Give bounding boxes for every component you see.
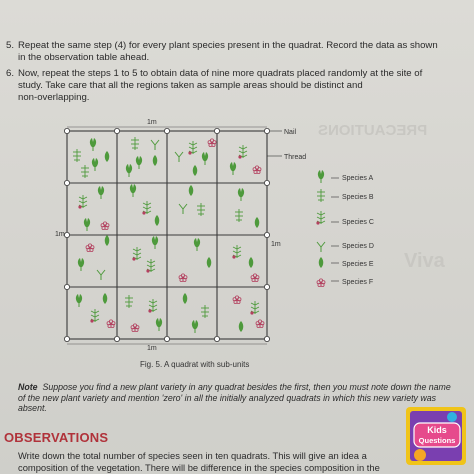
bottom-dimension-label: 1m (147, 345, 157, 352)
step-6 (6, 68, 446, 104)
note-text: Suppose you find a new plant variety in any quadrat besides the first, then you must note down the name of the new plant variety and mention 'zero' in all the initially analyzed quadrats in which this new variety was absent. (18, 382, 451, 414)
legend-species-b: Species B (342, 194, 374, 201)
legend-species-f: Species F (342, 279, 374, 286)
observations-heading: OBSERVATIONS (4, 430, 109, 445)
step-number: 6. (6, 68, 15, 79)
left-dimension-label: 1m (55, 231, 65, 238)
logo-line-1: Kids (427, 425, 447, 435)
quadrat-figure (55, 118, 455, 380)
ghost-heading-viva: Viva (404, 250, 445, 272)
species-legend (316, 170, 374, 287)
figure-caption: Fig. 5. A quadrat with sub-units (140, 360, 250, 369)
step-text: study. Take care that all the regions taken as sample areas should be distinct and (18, 80, 363, 91)
kids-questions-logo (400, 403, 470, 469)
thread-label: Thread (284, 154, 307, 161)
step-text: Now, repeat the steps 1 to 5 to obtain data of nine more quadrats placed randomly at the site of (18, 68, 423, 79)
step-text: non-overlapping. (18, 92, 90, 103)
observations-text (18, 450, 398, 473)
observations-line: composition of the vegetation. There will be difference in the species composition in the (18, 461, 380, 473)
ghost-heading-precautions: PRECAUTIONS (318, 122, 428, 139)
step-text: Repeat the same step (4) for every plant species present in the quadrat. Record the data as shown (18, 40, 438, 51)
top-dimension-label: 1m (147, 119, 157, 126)
note-label: Note (18, 382, 38, 392)
step-5 (6, 40, 446, 64)
observations-line: Write down the total number of species seen in ten quadrats. This will give an idea a (18, 450, 367, 461)
legend-species-e: Species E (342, 261, 374, 268)
nail-label: Nail (284, 129, 297, 136)
note-paragraph (18, 382, 458, 414)
logo-line-2: Questions (418, 436, 456, 445)
legend-species-d: Species D (342, 243, 374, 250)
legend-species-c: Species C (342, 219, 374, 226)
right-dimension-label: 1m (271, 241, 281, 248)
legend-species-a: Species A (342, 175, 374, 182)
step-number: 5. (6, 40, 15, 51)
step-text: in the observation table ahead. (18, 52, 150, 63)
